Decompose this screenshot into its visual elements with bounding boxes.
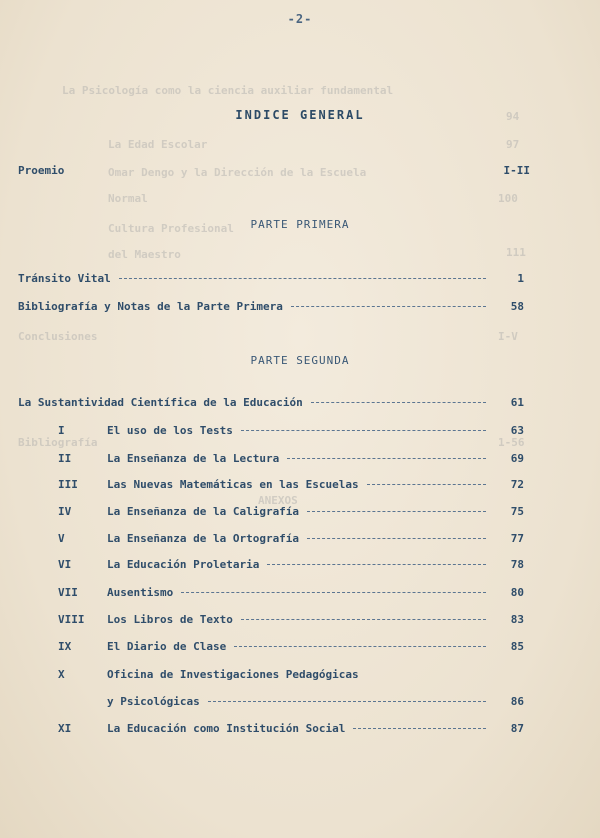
toc-entry-number: I [58, 424, 65, 437]
toc-entry-page: 75 [510, 505, 524, 518]
toc-entry [0, 722, 524, 735]
toc-entry-page: 61 [510, 396, 524, 409]
toc-entry [0, 586, 524, 599]
bleed-through-text: Bibliografía [18, 436, 98, 449]
toc-entry-label: Ausentismo [107, 586, 174, 599]
toc-entry-page: 58 [510, 300, 524, 313]
toc-entry-continuation [0, 695, 524, 708]
bleed-through-text: I-V [498, 330, 518, 343]
bleed-through-text: La Psicología como la ciencia auxiliar fundamental [62, 84, 394, 97]
toc-entry [0, 640, 524, 653]
bleed-through-text: 1-56 [498, 436, 525, 449]
bleed-through-text: del Maestro [108, 248, 181, 261]
toc-entry [0, 668, 524, 681]
toc-entry-page: 1 [517, 272, 524, 285]
toc-entry [18, 272, 524, 285]
toc-entry-page: 78 [510, 558, 524, 571]
toc-entry [0, 452, 524, 465]
toc-entry-page: 80 [510, 586, 524, 599]
toc-entry-page: 77 [510, 532, 524, 545]
leader-dots [353, 728, 486, 729]
toc-entry-label: La Enseñanza de la Ortografía [107, 532, 300, 545]
leader-dots [287, 458, 486, 459]
leader-dots [119, 278, 486, 279]
toc-entry-label: Oficina de Investigaciones Pedagógicas [107, 668, 359, 681]
page-title: INDICE GENERAL [235, 108, 365, 122]
toc-entry [0, 505, 524, 518]
toc-entry-label: La Sustantividad Científica de la Educación [18, 396, 303, 409]
toc-entry-page: 69 [510, 452, 524, 465]
bleed-through-text: Omar Dengo y la Dirección de la Escuela [108, 166, 367, 179]
toc-entry-label: La Educación Proletaria [107, 558, 260, 571]
leader-dots [367, 484, 486, 485]
toc-entry-label: La Enseñanza de la Lectura [107, 452, 280, 465]
toc-entry-number: VI [58, 558, 72, 571]
bleed-through-text: Normal [108, 192, 148, 205]
leader-dots [307, 511, 486, 512]
toc-entry-number: VII [58, 586, 78, 599]
bleed-through-text: 100 [498, 192, 518, 205]
bleed-through-text: Cultura Profesional [108, 222, 234, 235]
leader-dots [291, 306, 486, 307]
toc-entry-label: y Psicológicas [107, 695, 200, 708]
toc-entry-label: Tránsito Vital [18, 272, 111, 285]
toc-entry-label: El uso de los Tests [107, 424, 233, 437]
leader-dots [267, 564, 486, 565]
toc-entry-label: Proemio [18, 164, 65, 177]
toc-entry-label: El Diario de Clase [107, 640, 227, 653]
toc-entry-label: Las Nuevas Matemáticas en las Escuelas [107, 478, 359, 491]
toc-entry-page: 85 [510, 640, 524, 653]
toc-entry-number: VIII [58, 613, 85, 626]
toc-entry-label: Bibliografía y Notas de la Parte Primera [18, 300, 283, 313]
toc-entry-number: XI [58, 722, 72, 735]
toc-entry [18, 300, 524, 313]
toc-entry-label: La Enseñanza de la Caligrafía [107, 505, 300, 518]
toc-entry-number: III [58, 478, 78, 491]
leader-dots [234, 646, 486, 647]
toc-entry-page: 87 [510, 722, 524, 735]
toc-entry-label: Los Libros de Texto [107, 613, 233, 626]
bleed-through-text: 94 [506, 110, 520, 123]
leader-dots [181, 592, 486, 593]
leader-dots [307, 538, 486, 539]
toc-entry-page: 86 [510, 695, 524, 708]
section-heading-part2: PARTE SEGUNDA [250, 354, 350, 367]
toc-entry-page: 72 [510, 478, 524, 491]
bleed-through-text: Conclusiones [18, 330, 98, 343]
toc-entry [0, 613, 524, 626]
leader-dots [241, 619, 486, 620]
bleed-through-text: 111 [506, 246, 526, 259]
leader-dots [241, 430, 486, 431]
toc-entry-page: 83 [510, 613, 524, 626]
toc-entry-label: La Educación como Institución Social [107, 722, 346, 735]
section-heading-part1: PARTE PRIMERA [250, 218, 350, 231]
toc-entry-number: II [58, 452, 72, 465]
leader-dots [208, 701, 486, 702]
toc-entry [0, 558, 524, 571]
toc-entry-main [18, 396, 524, 409]
toc-entry [0, 424, 524, 437]
leader-dots [311, 402, 486, 403]
page-number: -2- [287, 12, 313, 26]
toc-entry-proemio [18, 164, 530, 177]
toc-entry-number: X [58, 668, 65, 681]
toc-entry-page: I-II [503, 164, 530, 177]
bleed-through-text: 97 [506, 138, 520, 151]
toc-entry [0, 478, 524, 491]
bleed-through-text: ANEXOS [258, 494, 298, 507]
toc-entry-number: IX [58, 640, 72, 653]
toc-entry-number: IV [58, 505, 72, 518]
toc-entry-page: 63 [510, 424, 524, 437]
toc-entry-number: V [58, 532, 65, 545]
bleed-through-text: La Edad Escolar [108, 138, 208, 151]
toc-entry [0, 532, 524, 545]
